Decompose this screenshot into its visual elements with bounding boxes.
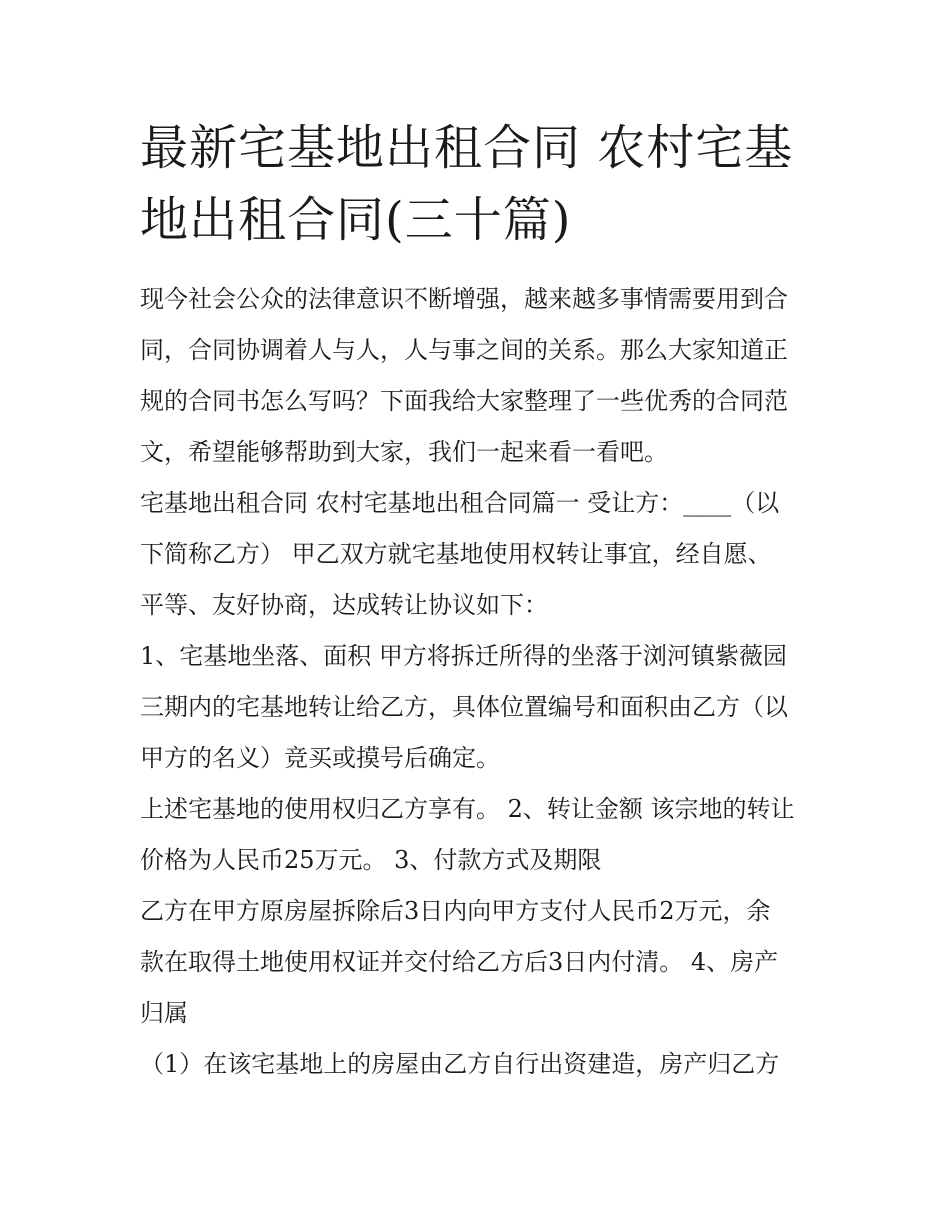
paragraph-payment xyxy=(140,886,820,1039)
text-line: 上述宅基地的使用权归乙方享有。 2、转让金额 该宗地的转让 xyxy=(140,795,795,823)
text-line: 现今社会公众的法律意识不断增强，越来越多事情需要用到合 xyxy=(140,285,788,313)
text-line: （1）在该宅基地上的房屋由乙方自行出资建造，房产归乙方 xyxy=(140,1050,780,1078)
text-line: 平等、友好协商，达成转让协议如下： xyxy=(140,591,548,619)
paragraph-clause-1 xyxy=(140,631,820,784)
paragraph-clause-2-3 xyxy=(140,784,820,886)
title-line: 最新宅基地出租合同 农村宅基 xyxy=(140,120,794,176)
text-line: 同，合同协调着人与人，人与事之间的关系。那么大家知道正 xyxy=(140,336,788,364)
paragraph-clause-4-1 xyxy=(140,1039,820,1090)
text-line: 款在取得土地使用权证并交付给乙方后3日内付清。 4、房产 xyxy=(140,948,779,976)
document-body xyxy=(140,274,820,1090)
text-line: 宅基地出租合同 农村宅基地出租合同篇一 受让方：____（以 xyxy=(140,489,780,517)
text-line: 乙方在甲方原房屋拆除后3日内向甲方支付人民币2万元，余 xyxy=(140,897,771,925)
text-line: 1、宅基地坐落、面积 甲方将拆迁所得的坐落于浏河镇紫薇园 xyxy=(140,642,787,670)
title-line: 地出租合同(三十篇) xyxy=(140,192,572,248)
text-line: 价格为人民币25万元。 3、付款方式及期限 xyxy=(140,846,602,874)
text-line: 规的合同书怎么写吗？下面我给大家整理了一些优秀的合同范 xyxy=(140,387,788,415)
paragraph-intro xyxy=(140,274,820,478)
text-line: 归属 xyxy=(140,999,188,1027)
document-title xyxy=(140,112,820,256)
document-content xyxy=(140,112,820,1090)
text-line: 下简称乙方） 甲乙双方就宅基地使用权转让事宜，经自愿、 xyxy=(140,540,772,568)
paragraph-contract-opening xyxy=(140,478,820,631)
text-line: 甲方的名义）竞买或摸号后确定。 xyxy=(140,744,500,772)
text-line: 文，希望能够帮助到大家，我们一起来看一看吧。 xyxy=(140,438,668,466)
text-line: 三期内的宅基地转让给乙方，具体位置编号和面积由乙方（以 xyxy=(140,693,788,721)
